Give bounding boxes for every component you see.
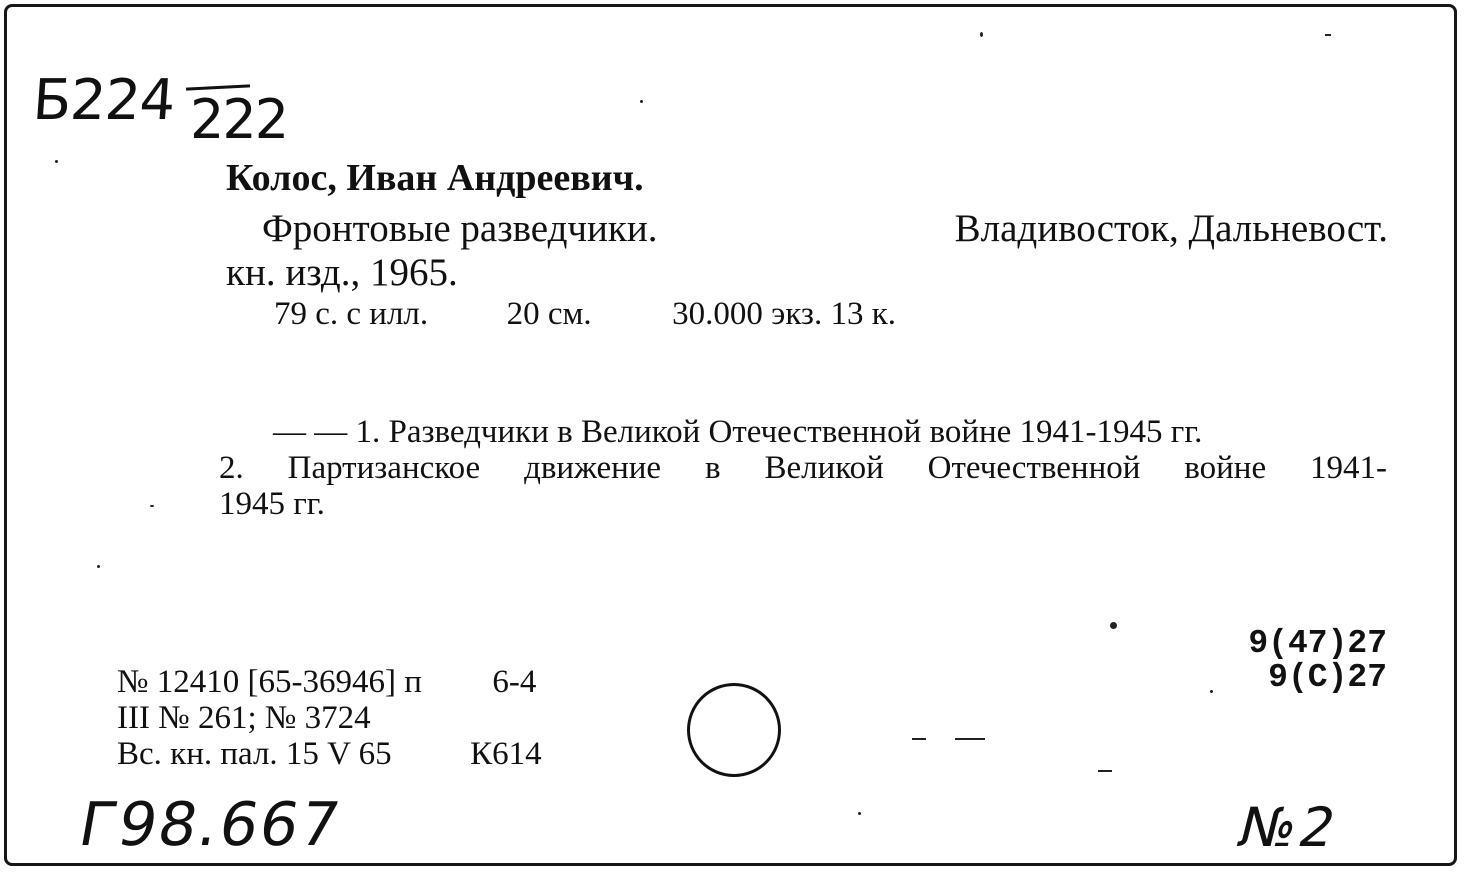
title-line — [262, 206, 1388, 251]
record-number: № 12410 [65-36946] п — [117, 664, 422, 700]
record-info — [117, 664, 542, 772]
record-row-3 — [117, 736, 542, 772]
subject-1: — — 1. Разведчики в Великой Отечественной войне 1941-1945 гг. — [273, 414, 1203, 450]
classification-2: 9(С)27 — [1268, 659, 1387, 696]
call-number: Б224 — [30, 68, 177, 133]
book-size: 20 см. — [506, 296, 592, 332]
scan-speck — [150, 505, 154, 507]
record-code: 6-4 — [492, 664, 537, 700]
subject-2-word: Отечественной — [927, 450, 1141, 486]
subject-2-word: Великой — [764, 450, 884, 486]
book-title: Фронтовые разведчики. — [262, 207, 658, 250]
record-row-1 — [117, 664, 542, 700]
scan-speck — [955, 738, 985, 740]
page-count: 79 с. с илл. — [274, 296, 429, 332]
record-row-2: III № 261; № 3724 — [117, 700, 371, 736]
inventory-number-right: №2 — [1232, 796, 1347, 859]
subject-2-word: в — [704, 450, 721, 486]
punch-hole — [687, 683, 781, 777]
copies-and-price: 30.000 экз. 13 к. — [672, 296, 897, 332]
subject-2-word: Партизанское — [287, 450, 481, 486]
subject-2-word: 2. — [219, 450, 244, 486]
author-heading: Колос, Иван Андреевич. — [226, 157, 644, 199]
classification-1: 9(47)27 — [1248, 625, 1387, 662]
subject-headings — [219, 414, 1387, 522]
subject-2-end: 1945 гг. — [219, 486, 325, 522]
scan-speck — [858, 812, 861, 815]
scan-speck — [912, 738, 926, 740]
scan-speck — [97, 565, 100, 568]
subject-line-2 — [219, 450, 1387, 486]
inventory-number-left: Г98.667 — [73, 790, 347, 860]
subject-2-word: 1941- — [1310, 450, 1387, 486]
imprint-publisher-year: кн. изд., 1965. — [226, 251, 458, 294]
scan-speck — [1210, 690, 1213, 693]
scan-speck — [1098, 770, 1112, 772]
scan-speck — [1325, 34, 1331, 36]
scan-speck — [55, 160, 58, 163]
chamber-code: К614 — [470, 736, 542, 772]
imprint-place: Владивосток, Дальневост. — [954, 207, 1388, 250]
classification-numbers — [1248, 627, 1387, 695]
scan-speck — [640, 100, 643, 103]
scan-speck — [1110, 622, 1117, 629]
call-number-sub: 222 — [190, 88, 288, 151]
subject-2-word: движение — [524, 450, 662, 486]
scan-speck — [980, 32, 983, 37]
chamber-record: Вс. кн. пал. 15 V 65 — [117, 736, 392, 772]
physical-description — [274, 296, 896, 333]
subject-line-3 — [219, 486, 1387, 522]
subject-line-1 — [219, 414, 1387, 450]
subject-2-word: войне — [1184, 450, 1267, 486]
